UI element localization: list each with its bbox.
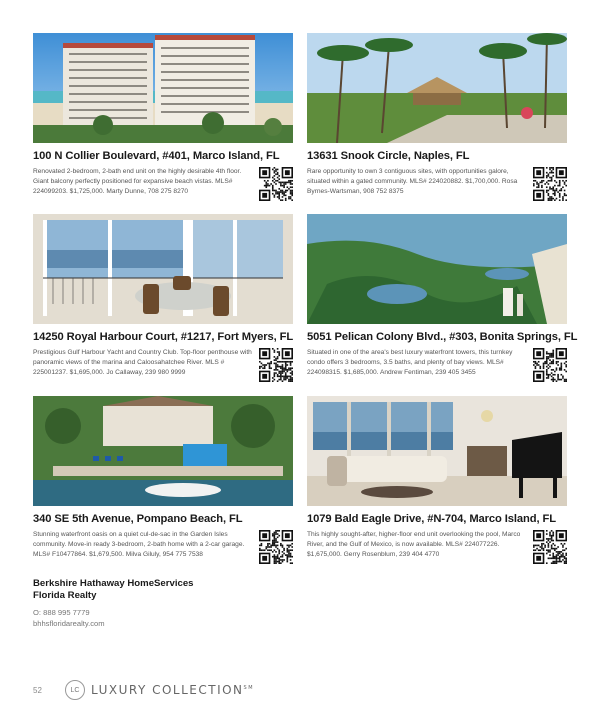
brokerage-name-line1: Berkshire Hathaway HomeServices (33, 578, 194, 589)
logo-letters: LC (70, 686, 80, 694)
luxury-collection-logo-icon (65, 680, 85, 700)
brand-text: LUXURY COLLECTION (91, 683, 244, 697)
listing-description: Renovated 2-bedroom, 2-bath end unit on the highly desirable 4th floor. Giant balcony perfectly positioned for expansive beach vistas. MLS# 224099203. $1,725,000. Marty Dunne, 708 275 8270 (33, 168, 242, 196)
listing-title: 100 N Collier Boulevard, #401, Marco Island, FL (33, 150, 280, 162)
qr-code-icon[interactable] (259, 530, 293, 564)
beachfront-tower-photo (33, 33, 293, 143)
listing-card (33, 33, 293, 201)
brokerage-name-line2: Florida Realty (33, 590, 97, 601)
listing-title: 14250 Royal Harbour Court, #1217, Fort Myers, FL (33, 331, 294, 343)
listing-description: This highly sought-after, higher-floor end unit overlooking the pool, Marco River, and the Gulf of Mexico, is now available. MLS# 224077226. $1,675,000. Gerry Rosenblum, 239 404 4770 (307, 531, 521, 559)
brokerage-phone[interactable]: O: 888 995 7779 (33, 608, 90, 617)
listing-description: Situated in one of the area's best luxury waterfront towers, this turnkey condo offers 3 bedrooms, 3.5 baths, and plenty of bay views. MLS# 224098315. $1,685,000. Andrew Fentiman, 239 405 3455 (307, 349, 513, 377)
listing-description: Stunning waterfront oasis on a quiet cul-de-sac in the Garden Isles community. Move-in ready 3-bedroom, 2-bath home with a 2-car garage. MLS# F10477864. $1,679,500. Milva Giluly, 954 775 7538 (33, 531, 245, 559)
qr-code-icon[interactable] (259, 167, 293, 201)
listing-card (33, 396, 293, 564)
waterfront-home-aerial-photo (33, 396, 293, 506)
listing-card (307, 396, 567, 564)
listing-description: Prestigious Gulf Harbour Yacht and Country Club. Top-floor penthouse with panoramic views of the marina and Caloosahatchee River. MLS # 225001237. $1,695,000. Jo Callaway, 239 980 9999 (33, 349, 252, 377)
qr-code-icon[interactable] (533, 167, 567, 201)
listing-title: 340 SE 5th Avenue, Pompano Beach, FL (33, 513, 243, 525)
brokerage-website-link[interactable]: bhhsfloridarealty.com (33, 618, 105, 628)
listing-card (307, 33, 567, 201)
listing-description: Rare opportunity to own 3 contiguous sites, with opportunities galore, situated within a gated community. MLS# 224020882. $1,700,000. Rosa Byrnes-Wartsman, 908 752 8375 (307, 168, 518, 196)
marina-view-balcony-photo (33, 214, 293, 324)
listing-title: 13631 Snook Circle, Naples, FL (307, 150, 470, 162)
brokerage-block (33, 578, 194, 629)
trademark-mark: SM (243, 685, 255, 691)
page-footer (33, 680, 254, 700)
qr-code-icon[interactable] (533, 530, 567, 564)
listing-title: 5051 Pelican Colony Blvd., #303, Bonita Springs, FL (307, 331, 578, 343)
living-room-piano-photo (307, 396, 567, 506)
listing-title: 1079 Bald Eagle Drive, #N-704, Marco Island, FL (307, 513, 556, 525)
qr-code-icon[interactable] (259, 348, 293, 382)
palm-tree-lot-photo (307, 33, 567, 143)
aerial-bay-photo (307, 214, 567, 324)
brand-name (91, 683, 254, 697)
qr-code-icon[interactable] (533, 348, 567, 382)
listing-card (33, 214, 293, 382)
page-number: 52 (33, 685, 42, 695)
listing-card (307, 214, 578, 382)
